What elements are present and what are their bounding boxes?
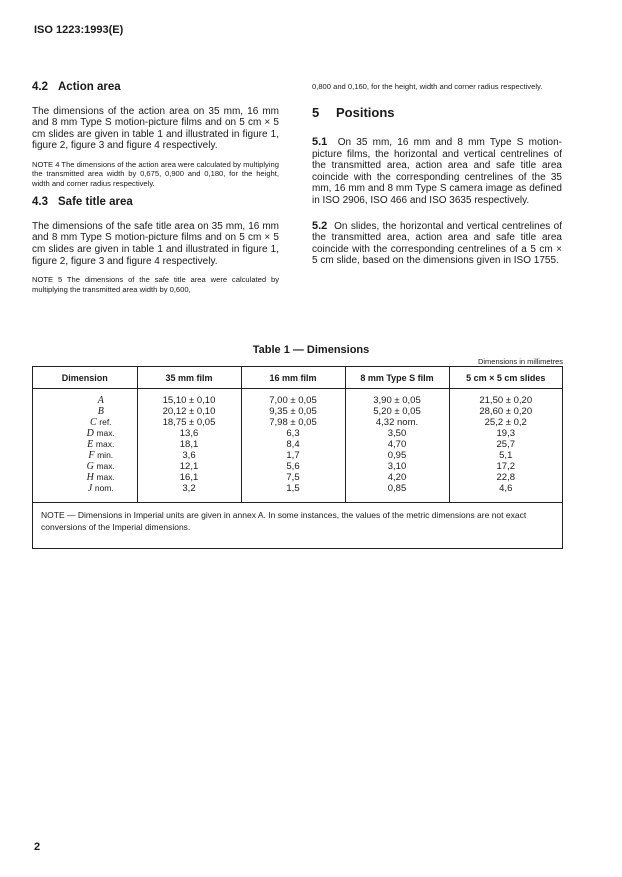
value-cell: 28,60 ± 0,20 [479, 405, 533, 417]
table-row [33, 406, 562, 417]
dimension-symbol: J [87, 483, 93, 494]
value-cell: 15,10 ± 0,10 [137, 389, 241, 407]
value-cell: 3,6 [137, 450, 241, 461]
dimension-qualifier: nom. [94, 483, 114, 493]
value-cell: 22,8 [496, 471, 515, 483]
value-cell: 7,00 ± 0,05 [241, 389, 345, 407]
dimension-cell [33, 483, 137, 502]
value-cell: 19,3 [496, 427, 515, 439]
value-cell: 5,20 ± 0,05 [345, 406, 449, 417]
column-header: 35 mm film [137, 367, 241, 389]
dimension-cell [33, 461, 137, 472]
value-cell: 13,6 [137, 428, 241, 439]
value-cell: 5,1 [499, 449, 513, 461]
table-row [33, 483, 562, 502]
value-cell: 6,3 [241, 428, 345, 439]
table-row [33, 417, 562, 428]
table-body [33, 389, 562, 503]
value-cell: 4,32 nom. [345, 417, 449, 428]
value-cell: 21,50 ± 0,20 [479, 394, 533, 406]
dimension-symbol: E [87, 439, 94, 450]
dimension-symbol: H [86, 472, 94, 483]
value-cell: 0,85 [345, 483, 449, 502]
section-4-3-heading: 4.3 Safe title area [32, 196, 133, 209]
dimension-symbol: A [97, 395, 104, 406]
value-cell: 16,1 [137, 472, 241, 483]
value-cell: 3,50 [345, 428, 449, 439]
value-cell: 0,95 [345, 450, 449, 461]
page-number: 2 [34, 841, 41, 853]
dimension-symbol: B [97, 406, 104, 417]
table-row [33, 428, 562, 439]
value-cell: 9,35 ± 0,05 [241, 406, 345, 417]
section-5-heading: 5 Positions [312, 105, 395, 121]
value-cell: 5,6 [241, 461, 345, 472]
table-row [33, 439, 562, 450]
column-header: 5 cm × 5 cm slides [449, 367, 562, 389]
value-cell: 25,7 [496, 438, 515, 450]
dimension-cell [33, 450, 137, 461]
dimension-qualifier: min. [97, 450, 114, 460]
dimension-cell [33, 417, 137, 428]
dimension-symbol: G [86, 461, 94, 472]
dimension-qualifier: ref. [99, 417, 112, 427]
table-note: NOTE — Dimensions in Imperial units are given in annex A. In some instances, the values of the metric dimensions are not exact conversions of the Imperial dimensions. [33, 502, 562, 553]
dimension-cell [33, 428, 137, 439]
dimension-qualifier: max. [96, 472, 115, 482]
table-header-row [33, 367, 562, 389]
left-column [32, 82, 279, 303]
value-cell: 12,1 [137, 461, 241, 472]
dimension-symbol: D [86, 428, 94, 439]
value-cell: 7,98 ± 0,05 [241, 417, 345, 428]
value-cell: 4,70 [345, 439, 449, 450]
value-cell: 7,5 [241, 472, 345, 483]
note-5-continued: 0,800 and 0,160, for the height, width and corner radius respectively. [312, 82, 543, 91]
value-cell: 20,12 ± 0,10 [137, 406, 241, 417]
dimension-qualifier: max. [96, 428, 115, 438]
value-cell: 1,7 [241, 450, 345, 461]
note-4: NOTE 4 The dimensions of the action area were calculated by multiplying the transmitted area width by 0,675, 0,900 and 0,180, for the height, width and corner radius respectively. [32, 159, 279, 188]
dimension-qualifier: max. [96, 461, 115, 471]
section-4-3-body: The dimensions of the safe title area on 35 mm, 16 mm and 8 mm Type S motion-picture films and on 5 cm × 5 cm slides are given in table 1 and illustrated in figure 1, figure 2, figure 3 and figure 4 respectively. [32, 220, 279, 267]
value-cell: 18,1 [137, 439, 241, 450]
section-5-2-body: 5.2 On slides, the horizontal and vertical centrelines of the transmitted area, action area and safe title area coincide with the corresponding centrelines of a 5 cm × 5 cm slide, based on the dimensions given in ISO 1755. [312, 219, 563, 267]
column-header: 8 mm Type S film [345, 367, 449, 389]
document-header: ISO 1223:1993(E) [34, 24, 124, 36]
section-4-2-body: The dimensions of the action area on 35 mm, 16 mm and 8 mm Type S motion-picture films and on 5 cm × 5 cm slides are given in table 1 and illustrated in figure 1, figure 2, figure 3 and figure 4 respectively. [32, 105, 279, 152]
dimension-cell [33, 389, 137, 407]
dimension-symbol: F [88, 450, 95, 461]
value-cell: 3,2 [137, 483, 241, 502]
table-units: Dimensions in millimetres [477, 357, 563, 366]
column-header: 16 mm film [241, 367, 345, 389]
value-cell: 4,6 [499, 482, 513, 494]
dimension-cell [33, 406, 137, 417]
value-cell: 8,4 [241, 439, 345, 450]
section-4-2-heading: 4.2 Action area [32, 81, 121, 93]
table-title: Table 1 — Dimensions [252, 344, 370, 356]
value-cell: 25,2 ± 0,2 [484, 416, 527, 428]
dimension-symbol: C [89, 417, 97, 428]
value-cell: 1,5 [241, 483, 345, 502]
value-cell: 3,10 [345, 461, 449, 472]
value-cell: 17,2 [496, 460, 515, 472]
dimension-qualifier: max. [95, 439, 115, 449]
dimension-cell [33, 439, 137, 450]
value-cell: 3,90 ± 0,05 [345, 389, 449, 407]
column-header: Dimension [33, 367, 137, 389]
table-row [33, 450, 562, 461]
table-row [33, 461, 562, 472]
dimensions-table [32, 366, 563, 549]
value-cell: 4,20 [345, 472, 449, 483]
table-row [33, 472, 562, 483]
note-5: NOTE 5 The dimensions of the safe title area were calculated by multiplying the transmitted area width by 0,600, [32, 275, 279, 294]
dimension-cell [33, 472, 137, 483]
value-cell: 18,75 ± 0,05 [137, 417, 241, 428]
table-row [33, 389, 562, 407]
dimensions-grid [33, 367, 562, 502]
right-column [312, 82, 562, 275]
section-5-1-body: 5.1 On 35 mm, 16 mm and 8 mm Type S motion-picture films, the horizontal and vertical centrelines of the transmitted area, action area and safe title area coincide with the corresponding centrelines of the 35 mm, 16 mm and 8 mm Type S camera image as defined in ISO 2906, ISO 466 and ISO 3635 respectively. [312, 136, 562, 206]
